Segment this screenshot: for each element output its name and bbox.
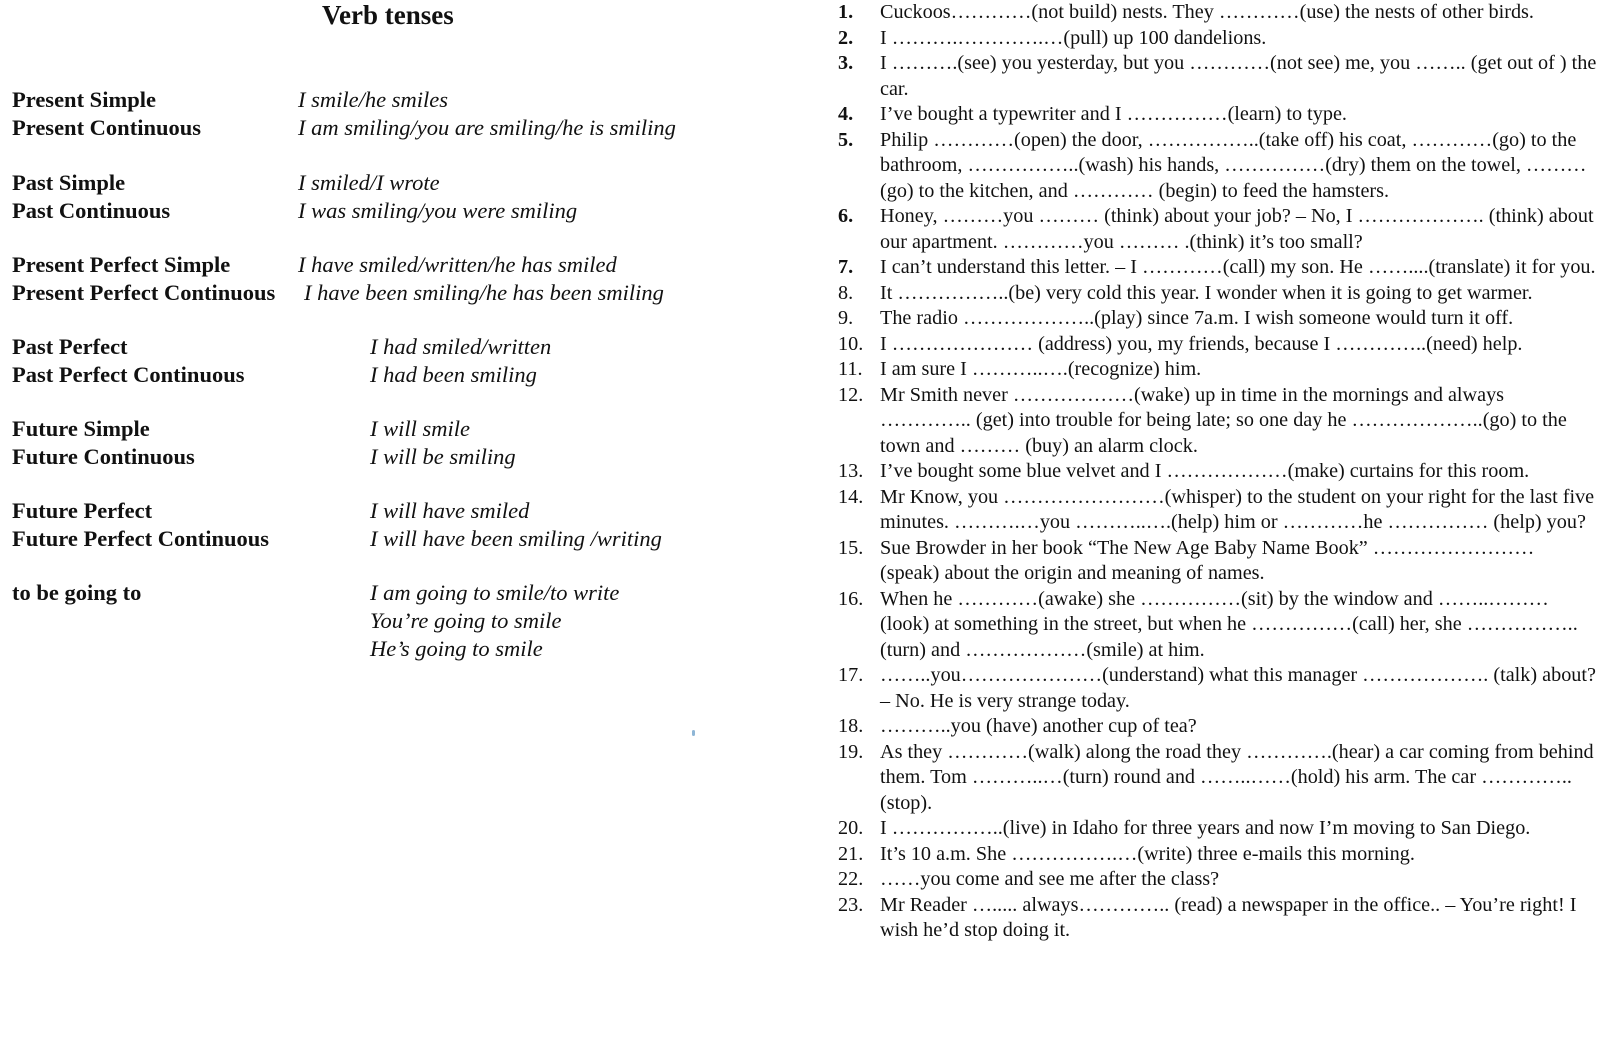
exercise-number: 20. bbox=[838, 817, 864, 839]
tense-example: I will be smiling bbox=[370, 444, 516, 469]
exercise-number: 23. bbox=[838, 893, 864, 916]
exercise-text: The radio ………………..(play) since 7a.m. I wish someone would turn it off. bbox=[880, 307, 1514, 329]
exercise-number: 8. bbox=[838, 281, 854, 304]
exercise-text: It ……………..(be) very cold this year. I wonder when it is going to get warmer. bbox=[880, 281, 1533, 304]
exercise-number: 14. bbox=[838, 485, 864, 508]
tense-example: I smiled/I wrote bbox=[298, 170, 440, 195]
exercise-item bbox=[838, 0, 1598, 26]
exercise-number: 1. bbox=[838, 1, 854, 23]
tense-example: I smile/he smiles bbox=[298, 87, 448, 112]
exercise-text: Sue Browder in her book “The New Age Baby Name Book” …………………… (speak) about the origin and meaning of names. bbox=[880, 536, 1535, 584]
exercise-text: I ……….(see) you yesterday, but you …………(not see) me, you …….. (get out of ) the car. bbox=[880, 52, 1597, 100]
exercise-text: Philip …………(open) the door, ……………..(take off) his coat, …………(go) to the bathroom, ……………..(wash) his hands, ……………(dry) them on the towel, ……… (go) to the kitchen, and ………… (begin) to feed the hamsters. bbox=[880, 128, 1587, 202]
tense-example: I will smile bbox=[370, 416, 470, 441]
exercise-number: 11. bbox=[838, 358, 863, 380]
exercise-number: 16. bbox=[838, 587, 864, 610]
exercise-text: I can’t understand this letter. – I …………(call) my son. He ……....(translate) it for you. bbox=[880, 256, 1596, 278]
exercise-item bbox=[838, 204, 1598, 255]
exercise-item bbox=[838, 867, 1598, 893]
going-to-example: He’s going to smile bbox=[370, 636, 543, 661]
exercise-text: When he …………(awake) she ……………(sit) by the window and ……..……… (look) at something in the street, but when he ……………(call) her, she ……………..(turn) and ………………(smile) at him. bbox=[880, 587, 1578, 661]
tense-example: I had smiled/written bbox=[370, 334, 552, 359]
exercise-number: 15. bbox=[838, 536, 864, 559]
exercise-text: I’ve bought a typewriter and I ……………(learn) to type. bbox=[880, 103, 1347, 125]
exercise-number: 3. bbox=[838, 52, 854, 74]
exercise-number: 22. bbox=[838, 868, 864, 890]
exercise-number: 13. bbox=[838, 460, 864, 482]
exercise-item bbox=[838, 587, 1598, 664]
tense-name: Past Perfect Continuous bbox=[12, 362, 245, 387]
exercise-text: I ………………… (address) you, my friends, because I …………..(need) help. bbox=[880, 332, 1523, 355]
exercise-text: Mr Reader …..... always………….. (read) a newspaper in the office.. – You’re right! I wish he’d stop doing it. bbox=[880, 893, 1577, 941]
exercise-text: As they …………(walk) along the road they ………….(hear) a car coming from behind them. Tom ………..…(turn) round and ……..……(hold) his arm. The car …………..(stop). bbox=[880, 740, 1594, 814]
exercise-number: 9. bbox=[838, 307, 854, 329]
exercise-text: I ……….………….…(pull) up 100 dandelions. bbox=[880, 26, 1267, 49]
tense-name: Past Simple bbox=[12, 170, 126, 195]
exercise-item bbox=[838, 383, 1598, 460]
exercise-number: 17. bbox=[838, 664, 864, 686]
exercise-number: 5. bbox=[838, 128, 854, 151]
exercise-item bbox=[838, 255, 1598, 281]
exercise-item bbox=[838, 128, 1598, 205]
exercise-number: 19. bbox=[838, 740, 864, 763]
exercise-item bbox=[838, 536, 1598, 587]
exercise-item bbox=[838, 26, 1598, 52]
exercise-item bbox=[838, 332, 1598, 358]
exercise-text: I ……………..(live) in Idaho for three years and now I’m moving to San Diego. bbox=[880, 817, 1531, 839]
exercise-item bbox=[838, 306, 1598, 332]
scan-speck bbox=[692, 730, 695, 736]
exercise-number: 10. bbox=[838, 332, 864, 355]
exercise-item bbox=[838, 102, 1598, 128]
exercise-number: 6. bbox=[838, 205, 854, 227]
tense-name: Present Perfect Simple bbox=[12, 252, 231, 277]
exercise-item bbox=[838, 485, 1598, 536]
exercise-number: 4. bbox=[838, 103, 854, 125]
exercise-text: I’ve bought some blue velvet and I ………………(make) curtains for this room. bbox=[880, 460, 1530, 482]
exercise-text: Mr Know, you ……………………(whisper) to the student on your right for the last five minutes. ……….…you ………..….(help) him or …………he …………… (help) you? bbox=[880, 485, 1595, 533]
tense-name: Present Perfect Continuous bbox=[12, 280, 276, 305]
exercise-item bbox=[838, 459, 1598, 485]
tense-name: to be going to bbox=[12, 580, 142, 605]
exercise-text: Cuckoos…………(not build) nests. They …………(use) the nests of other birds. bbox=[880, 1, 1534, 23]
tense-example: I am going to smile/to write bbox=[370, 580, 620, 605]
page-title: Verb tenses bbox=[322, 0, 454, 30]
exercise-list bbox=[838, 0, 1598, 944]
exercise-text: ………..you (have) another cup of tea? bbox=[880, 715, 1197, 737]
exercise-number: 2. bbox=[838, 26, 854, 49]
exercise-number: 7. bbox=[838, 256, 854, 278]
exercise-item bbox=[838, 842, 1598, 868]
going-to-example: You’re going to smile bbox=[370, 608, 562, 633]
exercise-item bbox=[838, 816, 1598, 842]
exercise-item bbox=[838, 51, 1598, 102]
exercise-item bbox=[838, 893, 1598, 944]
exercise-item bbox=[838, 357, 1598, 383]
tense-name: Future Perfect bbox=[12, 498, 153, 523]
tense-example: I have smiled/written/he has smiled bbox=[298, 252, 617, 277]
exercise-number: 18. bbox=[838, 715, 864, 737]
tense-example: I will have been smiling /writing bbox=[370, 526, 662, 551]
tense-example: I had been smiling bbox=[370, 362, 537, 387]
tense-name: Past Perfect bbox=[12, 334, 128, 359]
exercise-item bbox=[838, 663, 1598, 714]
tense-example: I was smiling/you were smiling bbox=[298, 198, 578, 223]
tense-name: Future Simple bbox=[12, 416, 150, 441]
tense-name: Future Perfect Continuous bbox=[12, 526, 270, 551]
exercise-text: ……you come and see me after the class? bbox=[880, 868, 1220, 890]
tense-name: Present Continuous bbox=[12, 115, 201, 140]
tense-example: I am smiling/you are smiling/he is smiling bbox=[298, 115, 676, 140]
exercise-text: ……..you…………………(understand) what this manager ………………. (talk) about? – No. He is very strange today. bbox=[880, 664, 1596, 712]
tense-name: Future Continuous bbox=[12, 444, 195, 469]
exercise-text: I am sure I ………..….(recognize) him. bbox=[880, 358, 1202, 380]
tense-name: Present Simple bbox=[12, 87, 156, 112]
tense-name: Past Continuous bbox=[12, 198, 171, 223]
exercise-text: Honey, ………you ……… (think) about your job? – No, I ………………. (think) about our apartment. …………you ……… .(think) it’s too small? bbox=[880, 205, 1594, 253]
exercise-item bbox=[838, 740, 1598, 817]
exercise-item bbox=[838, 714, 1598, 740]
exercise-text: It’s 10 a.m. She …………….…(write) three e-mails this morning. bbox=[880, 842, 1415, 865]
tense-example: I will have smiled bbox=[370, 498, 530, 523]
exercise-number: 21. bbox=[838, 842, 864, 865]
exercise-text: Mr Smith never ………………(wake) up in time in the mornings and always ………….. (get) into trouble for being late; so one day he ………………..(go) to the town and ……… (buy) an alarm clock. bbox=[880, 383, 1567, 457]
tense-example: I have been smiling/he has been smiling bbox=[304, 280, 664, 305]
exercise-item bbox=[838, 281, 1598, 307]
exercise-number: 12. bbox=[838, 383, 864, 406]
